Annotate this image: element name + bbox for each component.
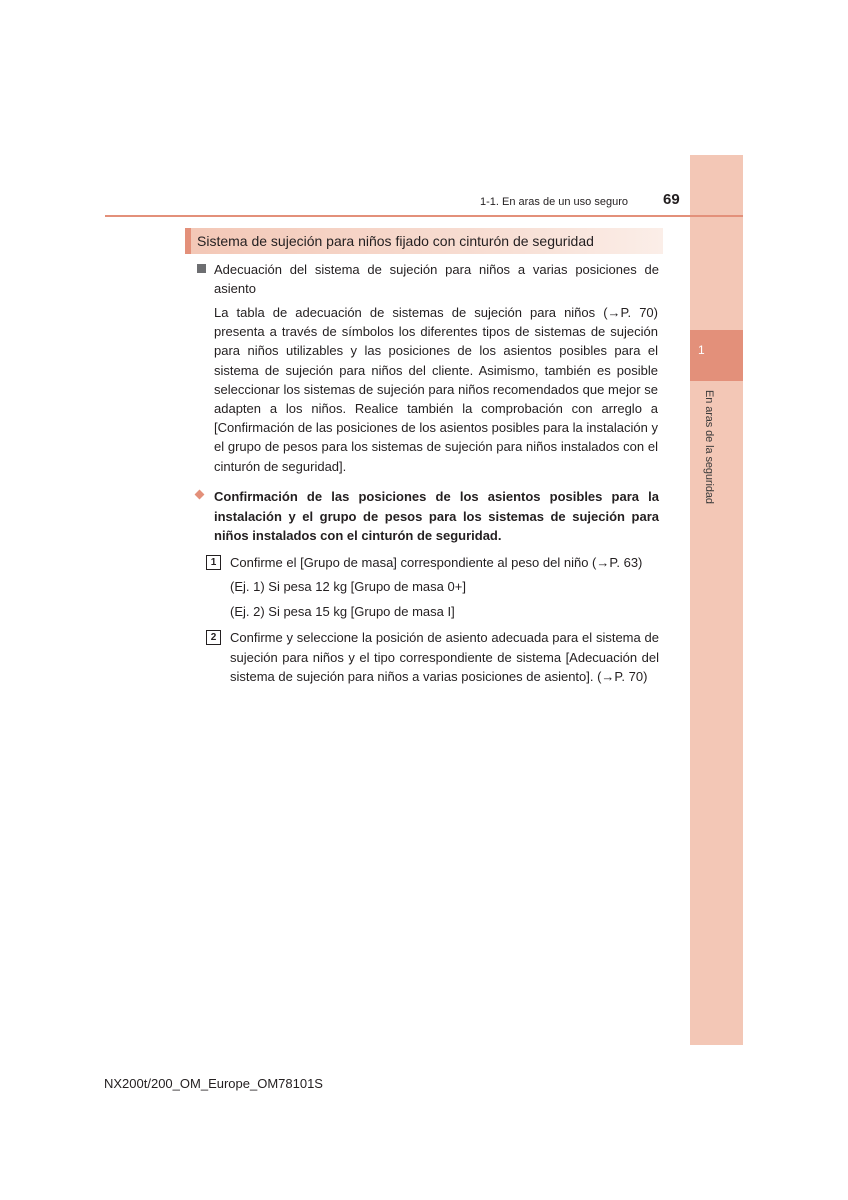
step-1-example-2: (Ej. 2) Si pesa 15 kg [Grupo de masa I] (230, 604, 455, 619)
page-number: 69 (663, 191, 680, 208)
chapter-number: 1 (698, 343, 705, 357)
step-1-example-1: (Ej. 1) Si pesa 12 kg [Grupo de masa 0+] (230, 579, 466, 594)
running-header: 1-1. En aras de un uso seguro (480, 196, 628, 208)
step-text: Confirme y seleccione la posición de asiento adecuada para el sistema de sujeción para niños y el tipo correspondiente de sistema [Adecuación del sistema de sujeción para niños a varias posiciones de asiento]. (→P. 70) (230, 630, 659, 684)
step-text: Confirme el [Grupo de masa] correspondiente al peso del niño (→P. 63) (230, 555, 643, 570)
section-title: Sistema de sujeción para niños fijado con cinturón de seguridad (197, 233, 594, 249)
section-title-accent (185, 228, 191, 254)
step-number-box: 2 (206, 630, 221, 645)
step-number-box: 1 (206, 555, 221, 570)
footer-doc-code: NX200t/200_OM_Europe_OM78101S (104, 1076, 323, 1091)
chapter-side-tab (690, 155, 743, 1045)
chapter-title: En aras de la seguridad (703, 390, 715, 504)
header-rule (105, 215, 743, 217)
body-paragraph: La tabla de adecuación de sistemas de sujeción para niños (→P. 70) presenta a través de símbolos los diferentes tipos de sistemas de sujeción para niños utilizables y las posiciones de los asientos posibles para el sistema de sujeción para niños del cliente. Asimismo, también es posible seleccionar los sistemas de sujeción para niños recomendados que mejor se adapten a los niños. Realice también la comprobación con arreglo a [Confirmación de las posiciones de los asientos posibles para la instalación y el grupo de pesos para los sistemas de sujeción para niños instalados con el cinturón de seguridad]. (214, 305, 658, 474)
subheading-text: Adecuación del sistema de sujeción para niños a varias posiciones de asiento (214, 262, 659, 296)
section-title-banner (185, 228, 663, 254)
square-bullet-icon (197, 264, 206, 273)
confirmation-heading-text: Confirmación de las posiciones de los asientos posibles para la instalación y el grupo de pesos para los sistemas de sujeción para niños instalados con el cinturón de seguridad. (214, 489, 659, 543)
diamond-bullet-icon (195, 490, 205, 500)
